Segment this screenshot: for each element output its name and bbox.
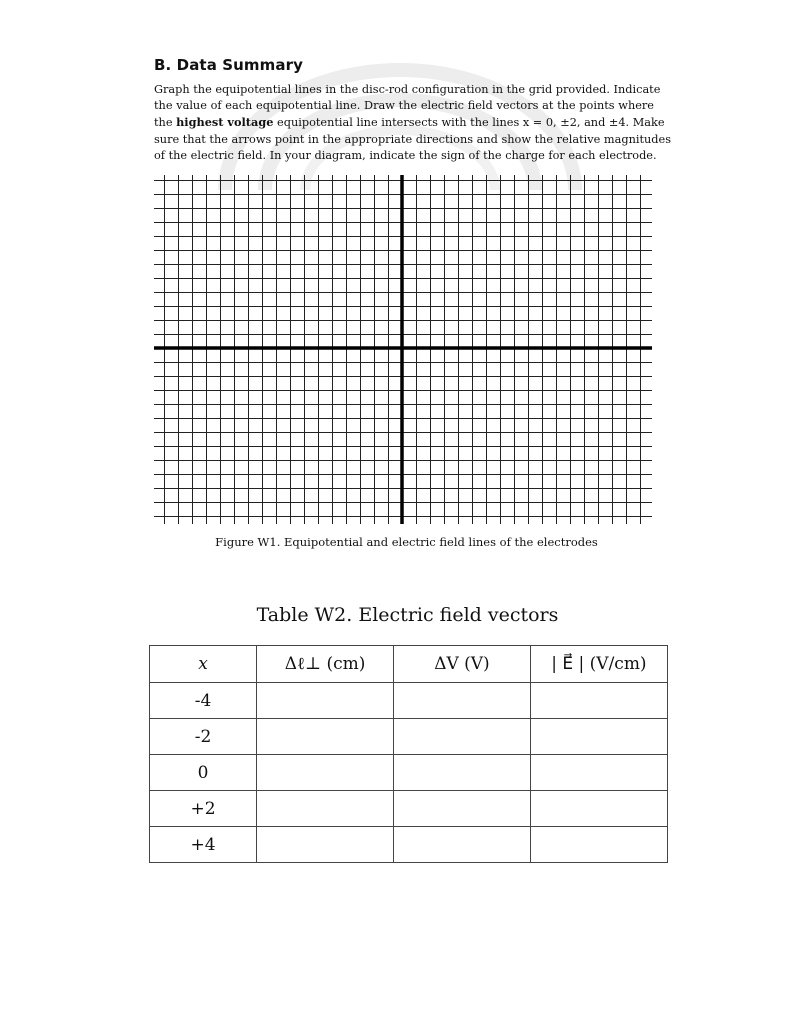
cell-delta-v[interactable] (394, 719, 531, 755)
graph-grid[interactable] (154, 175, 652, 524)
cell-x: 0 (150, 755, 257, 791)
electric-field-table (149, 645, 668, 863)
cell-e-magnitude[interactable] (530, 683, 667, 719)
cell-delta-l[interactable] (257, 755, 394, 791)
table-row (150, 683, 668, 719)
cell-e-magnitude[interactable] (530, 755, 667, 791)
cell-delta-v[interactable] (394, 755, 531, 791)
section-heading: B. Data Summary (154, 56, 303, 74)
instructions-paragraph (154, 82, 672, 164)
cell-delta-l[interactable] (257, 827, 394, 863)
instructions-line-emphasis: the highest voltage equipotential line intersects with the lines x = 0, ±2, and ±4. Make (154, 115, 665, 130)
cell-delta-l[interactable] (257, 683, 394, 719)
highest-voltage-emphasis: highest voltage (176, 115, 274, 130)
cell-delta-l[interactable] (257, 719, 394, 755)
cell-e-magnitude[interactable] (530, 827, 667, 863)
cell-x: +4 (150, 827, 257, 863)
cell-delta-l[interactable] (257, 791, 394, 827)
cell-x: -2 (150, 719, 257, 755)
table-header-row (150, 646, 668, 683)
instructions-line: sure that the arrows point in the appropriate directions and show the relative magnitudes (154, 132, 672, 146)
cell-x: +2 (150, 791, 257, 827)
table-title: Table W2. Electric field vectors (256, 604, 559, 626)
figure-caption: Figure W1. Equipotential and electric field lines of the electrodes (215, 535, 598, 549)
cell-delta-v[interactable] (394, 683, 531, 719)
cell-e-magnitude[interactable] (530, 719, 667, 755)
cell-e-magnitude[interactable] (530, 791, 667, 827)
header-x: x (150, 646, 257, 683)
grid-canvas[interactable] (154, 175, 652, 524)
header-e-magnitude: | E⃗ | (V/cm) (530, 646, 667, 683)
instructions-line: the value of each equipotential line. Draw the electric field vectors at the points where (154, 99, 654, 113)
cell-delta-v[interactable] (394, 827, 531, 863)
instructions-line: of the electric field. In your diagram, indicate the sign of the charge for each electrode. (154, 148, 657, 162)
cell-x: -4 (150, 683, 257, 719)
instructions-line: Graph the equipotential lines in the disc-rod configuration in the grid provided. Indicate (154, 83, 661, 96)
table-row (150, 719, 668, 755)
table-row (150, 755, 668, 791)
cell-delta-v[interactable] (394, 791, 531, 827)
header-delta-l: Δℓ⊥ (cm) (257, 646, 394, 683)
header-delta-v: ΔV (V) (394, 646, 531, 683)
table-row (150, 827, 668, 863)
table-row (150, 791, 668, 827)
